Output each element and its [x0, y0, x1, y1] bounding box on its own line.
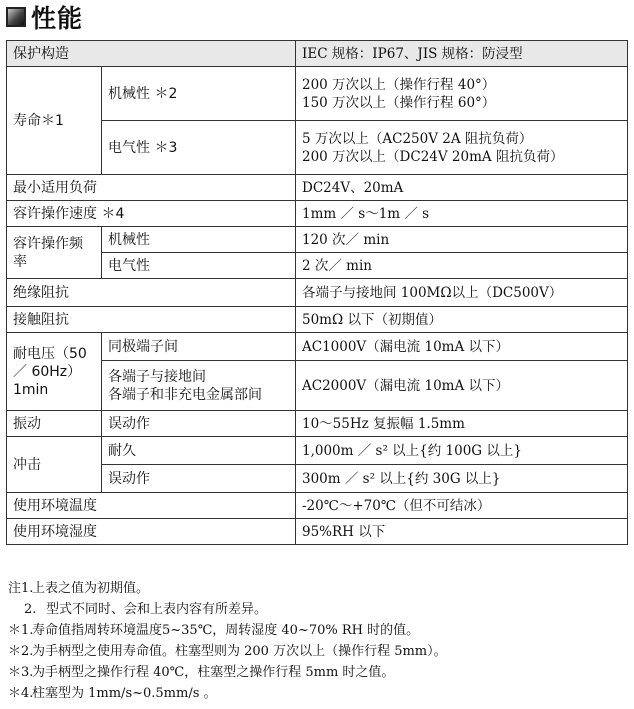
voltage-label-line-3: 1min — [13, 381, 49, 398]
footnote-mark: ＊1. — [8, 623, 34, 638]
footnote-item — [8, 599, 628, 620]
life-mech-line-1: 200 万次以上（操作行程 40°） — [302, 76, 496, 93]
row-value-freq-mech: 120 次／ min — [296, 227, 628, 253]
row-label-humidity: 使用环境湿度 — [7, 519, 296, 545]
row-label-insulation: 绝缘阻抗 — [7, 279, 296, 307]
life-elec-line-1: 5 万次以上（AC250V 2A 阻抗负荷） — [302, 130, 533, 147]
footnote-mark: ＊3. — [8, 665, 34, 680]
life-elec-line-2: 200 万次以上（DC24V 20mA 阻抗负荷） — [302, 148, 564, 165]
footnote-item — [8, 641, 628, 662]
table-row — [7, 227, 628, 253]
footnote-text: 柱塞型为 1mm/s~0.5mm/s 。 — [32, 686, 217, 701]
section-title: 性能 — [31, 4, 84, 33]
row-value-speed: 1mm ／ s～1m ／ s — [296, 201, 628, 227]
sub-label-shock-durable: 耐久 — [102, 437, 296, 465]
row-value-freq-elec: 2 次／ min — [296, 253, 628, 279]
sub-label-voltage-same: 同极端子间 — [102, 333, 296, 361]
table-row — [7, 175, 628, 201]
sub-label-freq-mech: 机械性 — [102, 227, 296, 253]
row-value-voltage-same: AC1000V（漏电流 10mA 以下） — [296, 333, 628, 361]
row-value-min-load: DC24V、20mA — [296, 175, 628, 201]
sub-label-shock-malfunction: 误动作 — [102, 465, 296, 493]
table-row — [7, 333, 628, 361]
footnote-mark: ＊2. — [8, 644, 34, 659]
footnote-mark: 2. — [24, 602, 37, 617]
footnote-mark: 注1. — [8, 581, 34, 596]
voltage-diff-line-1: 各端子与接地间 — [108, 368, 206, 385]
sub-label-life-elec: 电气性 ＊3 — [102, 121, 296, 175]
performance-table — [6, 40, 628, 545]
sub-label-life-mech: 机械性 ＊2 — [102, 67, 296, 121]
footnote-item — [8, 578, 628, 599]
square-gradient-icon — [6, 7, 26, 27]
row-label-shock: 冲击 — [7, 437, 102, 493]
sub-label-vibration: 误动作 — [102, 411, 296, 437]
table-row — [7, 279, 628, 307]
table-row — [7, 201, 628, 227]
voltage-diff-line-2: 各端子和非充电金属部间 — [108, 386, 262, 403]
row-label-speed: 容许操作速度 ＊4 — [7, 201, 296, 227]
table-row — [7, 41, 628, 67]
table-row — [7, 307, 628, 333]
row-value-shock-durable: 1,000m ／ s² 以上{约 100G 以上} — [296, 437, 628, 465]
footnote-text: 为手柄型之使用寿命值。柱塞型则为 200 万次以上（操作行程 5mm）。 — [32, 644, 447, 659]
row-value-protection: IEC 规格：IP67、JIS 规格：防浸型 — [296, 41, 628, 67]
row-label-contact: 接触阻抗 — [7, 307, 296, 333]
footnote-text: 寿命值指周转环境温度5~35℃，周转湿度 40~70% RH 时的值。 — [32, 623, 420, 638]
footnote-text: 型式不同时、会和上表内容有所差异。 — [46, 602, 268, 617]
footnote-item — [8, 620, 628, 641]
sub-label-freq-elec: 电气性 — [102, 253, 296, 279]
row-value-humidity: 95%RH 以下 — [296, 519, 628, 545]
footnote-mark: ＊4. — [8, 686, 34, 701]
row-label-min-load: 最小适用负荷 — [7, 175, 296, 201]
footnote-item — [8, 662, 628, 683]
footnote-text: 上表之值为初期值。 — [32, 581, 150, 596]
footnotes — [8, 578, 628, 704]
row-value-temperature: -20℃～+70℃（但不可结冰） — [296, 493, 628, 519]
row-value-shock-malfunction: 300m ／ s² 以上{约 30G 以上} — [296, 465, 628, 493]
table-row — [7, 67, 628, 121]
row-label-temperature: 使用环境温度 — [7, 493, 296, 519]
voltage-label-line-2: ／ 60Hz） — [13, 363, 82, 380]
row-value-vibration: 10～55Hz 复振幅 1.5mm — [296, 411, 628, 437]
row-value-voltage-diff: AC2000V（漏电流 10mA 以下） — [296, 361, 628, 411]
table-row — [7, 437, 628, 465]
table-row — [7, 411, 628, 437]
voltage-label-line-1: 耐电压（50 — [13, 345, 87, 362]
row-value-contact: 50mΩ 以下（初期值） — [296, 307, 628, 333]
row-label-freq: 容许操作频率 — [7, 227, 102, 279]
footnote-item — [8, 683, 628, 704]
table-row — [7, 519, 628, 545]
row-value-life-elec — [296, 121, 628, 175]
row-value-life-mech — [296, 67, 628, 121]
table-row — [7, 493, 628, 519]
life-mech-line-2: 150 万次以上（操作行程 60°） — [302, 94, 496, 111]
row-label-life: 寿命＊1 — [7, 67, 102, 175]
section-heading — [6, 2, 83, 32]
footnote-text: 为手柄型之操作行程 40℃，柱塞型之操作行程 5mm 时之值。 — [32, 665, 395, 680]
sub-label-voltage-diff — [102, 361, 296, 411]
row-label-protection: 保护构造 — [7, 41, 296, 67]
row-label-vibration: 振动 — [7, 411, 102, 437]
row-value-insulation: 各端子与接地间 100MΩ以上（DC500V） — [296, 279, 628, 307]
row-label-voltage — [7, 333, 102, 411]
